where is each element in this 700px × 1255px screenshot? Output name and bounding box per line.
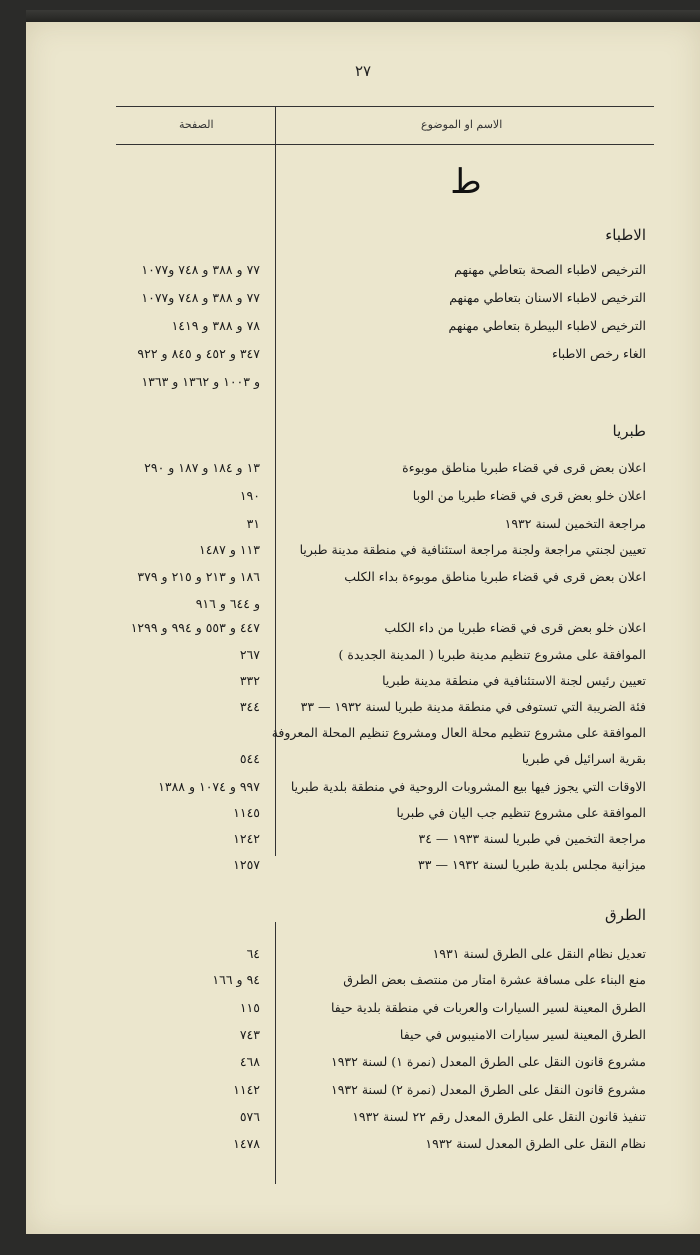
list-item xyxy=(26,596,700,622)
entry-text: مراجعة التخمين لسنة ١٩٣٢ xyxy=(504,516,646,531)
entry-text: الترخيص لاطباء الصحة بتعاطي مهنهم xyxy=(454,262,646,277)
header-bottom-rule xyxy=(116,144,654,145)
entry-text: الطرق المعينة لسير السيارات والعربات في منطقة بلدية حيفا xyxy=(330,1000,646,1015)
entry-text: الترخيص لاطباء الاسنان بتعاطي مهنهم xyxy=(449,290,646,305)
entry-pages: ١١٤٢ xyxy=(233,1082,260,1097)
entry-pages: ٦٤ xyxy=(246,946,260,961)
header-title-column: الاسم او الموضوع xyxy=(421,118,503,131)
entry-pages: ٣٤٤ xyxy=(239,699,260,714)
entry-pages: ٧٨ و ٣٨٨ و ١٤١٩ xyxy=(171,318,260,333)
list-item xyxy=(26,699,700,725)
section-title-doctors: الاطباء xyxy=(605,226,646,244)
entry-text: مشروع قانون النقل على الطرق المعدل (نمرة ١) لسنة ١٩٣٢ xyxy=(331,1054,646,1069)
entry-text: نظام النقل على الطرق المعدل لسنة ١٩٣٢ xyxy=(425,1136,646,1151)
list-item xyxy=(26,460,700,486)
entry-text: تعيين لجنتي مراجعة ولجنة مراجعة استئنافية في منطقة مدينة طبريا xyxy=(299,542,646,557)
list-item xyxy=(26,569,700,595)
list-item xyxy=(26,1027,700,1053)
list-item xyxy=(26,972,700,998)
header-page-column: الصفحة xyxy=(179,118,214,131)
entry-pages: ٩٩٧ و ١٠٧٤ و ١٣٨٨ xyxy=(158,779,260,794)
entry-pages: ٧٧ و ٣٨٨ و ٧٤٨ و١٠٧٧ xyxy=(141,290,260,305)
list-item xyxy=(26,831,700,857)
entry-pages: ٣٤٧ و ٤٥٢ و ٨٤٥ و ٩٢٢ xyxy=(137,346,260,361)
list-item xyxy=(26,805,700,831)
entry-text: اعلان خلو بعض قرى في قضاء طبريا من داء الكلب xyxy=(384,620,646,635)
list-item xyxy=(26,346,700,372)
list-item xyxy=(26,620,700,646)
entry-text: الترخيص لاطباء البيطرة بتعاطي مهنهم xyxy=(448,318,646,333)
page-number: ٢٧ xyxy=(354,62,372,80)
entry-text: الغاء رخص الاطباء xyxy=(551,346,646,361)
list-item xyxy=(26,779,700,805)
entry-pages: ١٩٠ xyxy=(239,488,260,503)
entry-text: الموافقة على مشروع تنظيم محلة العال ومشروع تنظيم المحلة المعروفة xyxy=(271,725,646,740)
entry-pages: ١٨٦ و ٢١٣ و ٢١٥ و ٣٧٩ xyxy=(137,569,260,584)
section-letter: ط xyxy=(450,162,482,202)
list-item xyxy=(26,542,700,568)
list-item xyxy=(26,751,700,777)
entry-text: ميزانية مجلس بلدية طبريا لسنة ١٩٣٢ — ٣٣ xyxy=(418,857,646,872)
list-item xyxy=(26,1000,700,1026)
entry-text: تنفيذ قانون النقل على الطرق المعدل رقم ٢٢ لسنة ١٩٣٢ xyxy=(352,1109,646,1124)
entry-pages: و ١٠٠٣ و ١٣٦٢ و ١٣٦٣ xyxy=(141,374,260,389)
entry-pages: ١١٥ xyxy=(239,1000,260,1015)
entry-pages: ١١٣ و ١٤٨٧ xyxy=(199,542,260,557)
list-item xyxy=(26,262,700,288)
index-page xyxy=(26,22,700,1234)
entry-pages: ٥٤٤ xyxy=(239,751,260,766)
list-item xyxy=(26,946,700,972)
entry-text: منع البناء على مسافة عشرة امتار من منتصف بعض الطرق xyxy=(343,972,646,987)
entry-text: فئة الضريبة التي تستوفى في منطقة مدينة طبريا لسنة ١٩٣٢ — ٣٣ xyxy=(300,699,646,714)
entry-text: مشروع قانون النقل على الطرق المعدل (نمرة ٢) لسنة ١٩٣٢ xyxy=(331,1082,646,1097)
entry-text: اعلان بعض قرى في قضاء طبريا مناطق موبوءة بداء الكلب xyxy=(344,569,646,584)
entry-text: الموافقة على مشروع تنظيم مدينة طبريا ( المدينة الجديدة ) xyxy=(338,647,646,662)
entry-pages: ٤٦٨ xyxy=(239,1054,260,1069)
list-item xyxy=(26,1082,700,1108)
entry-pages: ٧٤٣ xyxy=(239,1027,260,1042)
list-item xyxy=(26,290,700,316)
entry-text: مراجعة التخمين في طبريا لسنة ١٩٣٣ — ٣٤ xyxy=(418,831,646,846)
entry-pages: ٣٣٢ xyxy=(239,673,260,688)
column-divider-lower xyxy=(275,922,276,1184)
header-top-rule xyxy=(116,106,654,107)
list-item xyxy=(26,857,700,883)
section-title-roads: الطرق xyxy=(605,906,646,924)
list-item xyxy=(26,488,700,514)
list-item xyxy=(26,1054,700,1080)
entry-pages: ١٢٤٢ xyxy=(233,831,260,846)
entry-pages: و ٦٤٤ و ٩١٦ xyxy=(195,596,260,611)
entry-pages: ١٤٧٨ xyxy=(233,1136,260,1151)
entry-pages: ٢٦٧ xyxy=(239,647,260,662)
list-item xyxy=(26,673,700,699)
entry-pages: ٩٤ و ١٦٦ xyxy=(212,972,260,987)
entry-pages: ١٢٥٧ xyxy=(233,857,260,872)
entry-text: تعيين رئيس لجنة الاستئنافية في منطقة مدينة طبريا xyxy=(382,673,646,688)
list-item xyxy=(26,725,700,751)
list-item xyxy=(26,1109,700,1135)
entry-pages: ١١٤٥ xyxy=(233,805,260,820)
list-item xyxy=(26,647,700,673)
entry-text: الاوقات التي يجوز فيها بيع المشروبات الروحية في منطقة بلدية طبريا xyxy=(290,779,646,794)
entry-pages: ٥٧٦ xyxy=(239,1109,260,1124)
list-item xyxy=(26,1136,700,1162)
entry-text: اعلان بعض قرى في قضاء طبريا مناطق موبوءة xyxy=(402,460,646,475)
entry-pages: ٤٤٧ و ٥٥٣ و ٩٩٤ و ١٢٩٩ xyxy=(130,620,260,635)
entry-pages: ١٣ و ١٨٤ و ١٨٧ و ٢٩٠ xyxy=(144,460,260,475)
entry-text: اعلان خلو بعض قرى في قضاء طبريا من الوبا xyxy=(412,488,646,503)
section-title-tiberias: طبريا xyxy=(612,422,646,440)
entry-text: الموافقة على مشروع تنظيم جب اليان في طبريا xyxy=(396,805,646,820)
list-item xyxy=(26,516,700,542)
entry-text: الطرق المعينة لسير سيارات الامنيبوس في حيفا xyxy=(399,1027,646,1042)
list-item xyxy=(26,318,700,344)
entry-text: بقرية اسرائيل في طبريا xyxy=(521,751,646,766)
entry-text: تعديل نظام النقل على الطرق لسنة ١٩٣١ xyxy=(432,946,646,961)
list-item xyxy=(26,374,700,400)
entry-pages: ٧٧ و ٣٨٨ و ٧٤٨ و١٠٧٧ xyxy=(141,262,260,277)
entry-pages: ٣١ xyxy=(246,516,260,531)
